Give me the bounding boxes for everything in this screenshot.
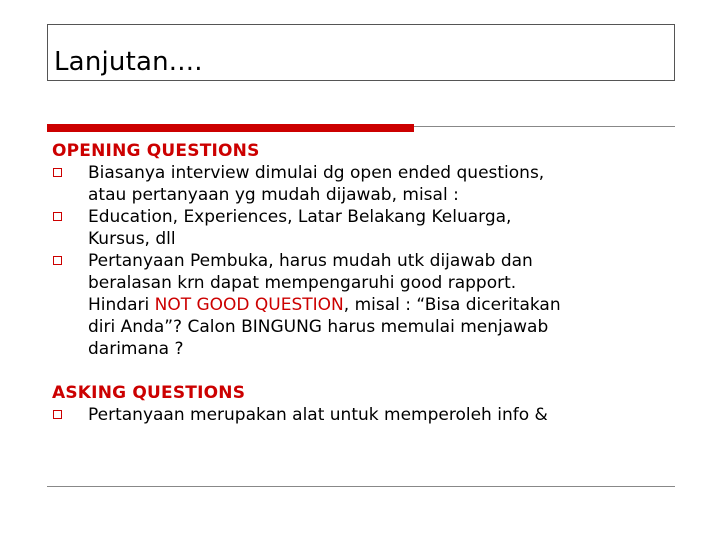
bullet-line: Pertanyaan Pembuka, harus mudah utk dijawab dan (88, 251, 533, 271)
bullet-item (52, 250, 672, 360)
title-underline-accent (47, 124, 414, 132)
section-heading-opening: OPENING QUESTIONS (52, 141, 260, 161)
bullet-line: darimana ? (88, 339, 184, 359)
bullet-line (88, 294, 672, 316)
hollow-square-bullet-icon (53, 168, 62, 177)
hollow-square-bullet-icon (53, 410, 62, 419)
hollow-square-bullet-icon (53, 212, 62, 221)
bullet-item (52, 404, 672, 426)
bullet-line: Kursus, dll (88, 229, 176, 249)
highlighted-phrase: NOT GOOD QUESTION (154, 295, 344, 315)
title-underline-rule (414, 126, 675, 127)
bullet-item (52, 206, 672, 250)
slide-content (52, 140, 672, 426)
bullet-text: Hindari (88, 295, 155, 315)
bullet-line: diri Anda”? Calon BINGUNG harus memulai menjawab (88, 317, 549, 337)
title-box (47, 24, 675, 81)
bullet-text: , misal : “Bisa diceritakan (343, 295, 561, 315)
hollow-square-bullet-icon (53, 256, 62, 265)
bullet-line: atau pertanyaan yg mudah dijawab, misal : (88, 185, 459, 205)
slide-title: Lanjutan.... (54, 47, 203, 77)
section-heading-asking: ASKING QUESTIONS (52, 383, 246, 403)
footer-rule (47, 486, 675, 487)
bullet-line: Pertanyaan merupakan alat untuk memperoleh info & (88, 405, 548, 425)
bullet-line: Biasanya interview dimulai dg open ended questions, (88, 163, 545, 183)
bullet-line: beralasan krn dapat mempengaruhi good rapport. (88, 273, 517, 293)
bullet-item (52, 162, 672, 206)
bullet-line: Education, Experiences, Latar Belakang Keluarga, (88, 207, 512, 227)
